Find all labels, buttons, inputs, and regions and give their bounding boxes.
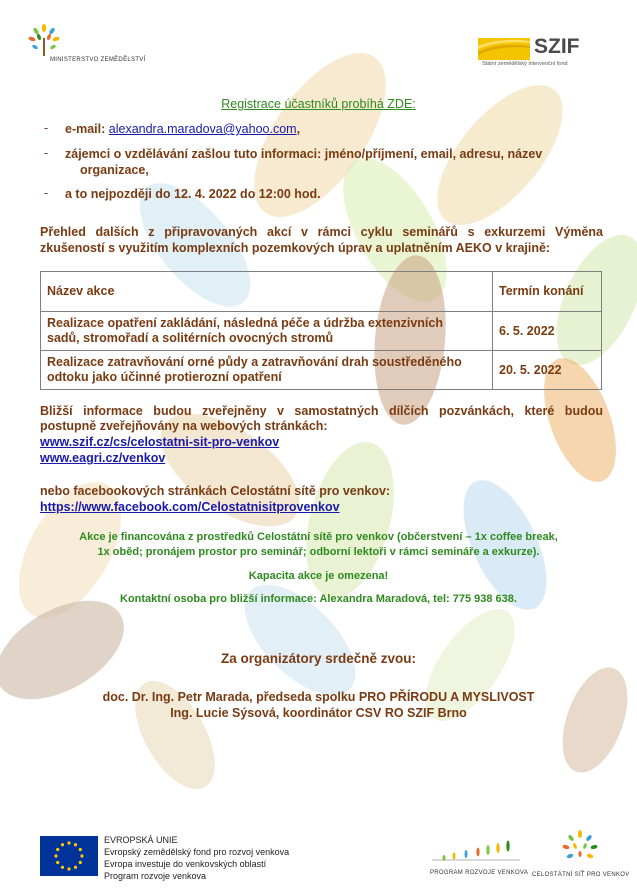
csv-logo-text: CELOSTÁTNÍ SÍŤ PRO VENKOV [532, 872, 630, 878]
eu-line-2: Evropský zemědělský fond pro rozvoj venkova [104, 847, 290, 857]
eagri-website-link[interactable]: www.eagri.cz/venkov [40, 451, 166, 465]
ministry-logo-text: MINISTERSTVO ZEMĚDĚLSTVÍ [50, 57, 146, 63]
bullet-dash: - [44, 186, 49, 200]
event-date: 20. 5. 2022 [493, 351, 602, 390]
szif-logo-icon [478, 38, 530, 60]
szif-logo-text: SZIF [534, 35, 580, 58]
more-info-line-2: postupně zveřejňovány na webových stránkách: [40, 419, 328, 433]
table-row [41, 351, 602, 390]
facebook-intro: nebo facebookových stránkách Celostátní sítě pro venkov: [40, 484, 391, 498]
overview-line-2: zkušeností s využitím komplexních pozemkových úprav a uplatněním AEKO v krajině: [40, 241, 551, 255]
event-name [41, 351, 493, 390]
info-line-2: organizace, [80, 163, 149, 177]
organizer-2: Ing. Lucie Sýsová, koordinátor CSV RO SZIF Brno [170, 706, 467, 720]
table-header-date: Termín konání [493, 272, 602, 312]
financing-line-2: 1x oběd; pronájem prostor pro seminář; odborní lektoři v rámci semináře a exkurze). [97, 546, 540, 558]
email-line [65, 121, 300, 137]
ministry-tree-icon [24, 20, 64, 60]
invitation-heading: Za organizátory srdečně zvou: [220, 651, 417, 666]
capacity-note: Kapacita akce je omezena! [248, 570, 389, 582]
szif-subtitle: Státní zemědělský intervenční fond [482, 61, 568, 67]
event-name [41, 312, 493, 351]
facebook-link[interactable]: https://www.facebook.com/Celostatnisitprovenkov [40, 500, 340, 514]
event-name-line-1: Realizace zatravňování orné půdy a zatravňování drah soustředěného [47, 355, 462, 369]
bullet-dash: - [44, 146, 49, 160]
registration-email-link[interactable]: alexandra.maradova@yahoo.com [108, 122, 297, 136]
eu-line-1: EVROPSKÁ UNIE [104, 835, 178, 845]
event-name-line-2: sadů, stromořadí a solitérních ovocných stromů [47, 331, 334, 345]
table-header-name: Název akce [41, 272, 493, 312]
ministry-logo [24, 20, 154, 70]
info-line-1: zájemci o vzdělávání zašlou tuto informaci: jméno/příjmení, email, adresu, název [65, 147, 543, 161]
eu-flag-icon [40, 836, 98, 876]
eu-text [104, 834, 289, 882]
eu-line-3: Evropa investuje do venkovských oblastí [104, 859, 267, 869]
organizer-1: doc. Dr. Ing. Petr Marada, předseda spolku PRO PŘÍRODU A MYSLIVOST [102, 690, 535, 704]
eu-line-4: Program rozvoje venkova [104, 871, 207, 881]
more-info-line-1: Bližší informace budou zveřejněny v samostatných dílčích pozvánkách, které budou [40, 404, 603, 418]
prv-logo-icon [430, 838, 522, 866]
email-prefix: e-mail: [65, 122, 109, 136]
bullet-dash: - [44, 121, 49, 135]
event-name-line-2: odtoku jako účinné protierozní opatření [47, 370, 282, 384]
table-row [41, 312, 602, 351]
financing-line-1: Akce je financována z prostředků Celostátní sítě pro venkov (občerstvení – 1x coffee break, [79, 531, 558, 543]
overview-line-1: Přehled dalších z připravovaných akcí v rámci cyklu seminářů s exkurzemi Výměna [40, 225, 603, 239]
email-suffix: , [296, 122, 301, 136]
event-date: 6. 5. 2022 [493, 312, 602, 351]
contact-line: Kontaktní osoba pro bližší informace: Alexandra Maradová, tel: 775 938 638. [120, 593, 517, 605]
szif-logo [478, 35, 618, 75]
deadline-line: a to nejpozději do 12. 4. 2022 do 12:00 hod. [65, 187, 321, 201]
events-table [40, 271, 602, 390]
csv-logo-icon [558, 828, 602, 868]
csv-logo [532, 828, 630, 882]
table-header-row [41, 272, 602, 312]
prv-logo [430, 838, 529, 882]
szif-website-link[interactable]: www.szif.cz/cs/celostatni-sit-pro-venkov [40, 435, 280, 449]
prv-logo-text: PROGRAM ROZVOJE VENKOVA [430, 870, 529, 876]
registration-heading: Registrace účastníků probíhá ZDE: [221, 97, 416, 111]
event-name-line-1: Realizace opatření zakládání, následná péče a údržba extenzivních [47, 316, 443, 330]
